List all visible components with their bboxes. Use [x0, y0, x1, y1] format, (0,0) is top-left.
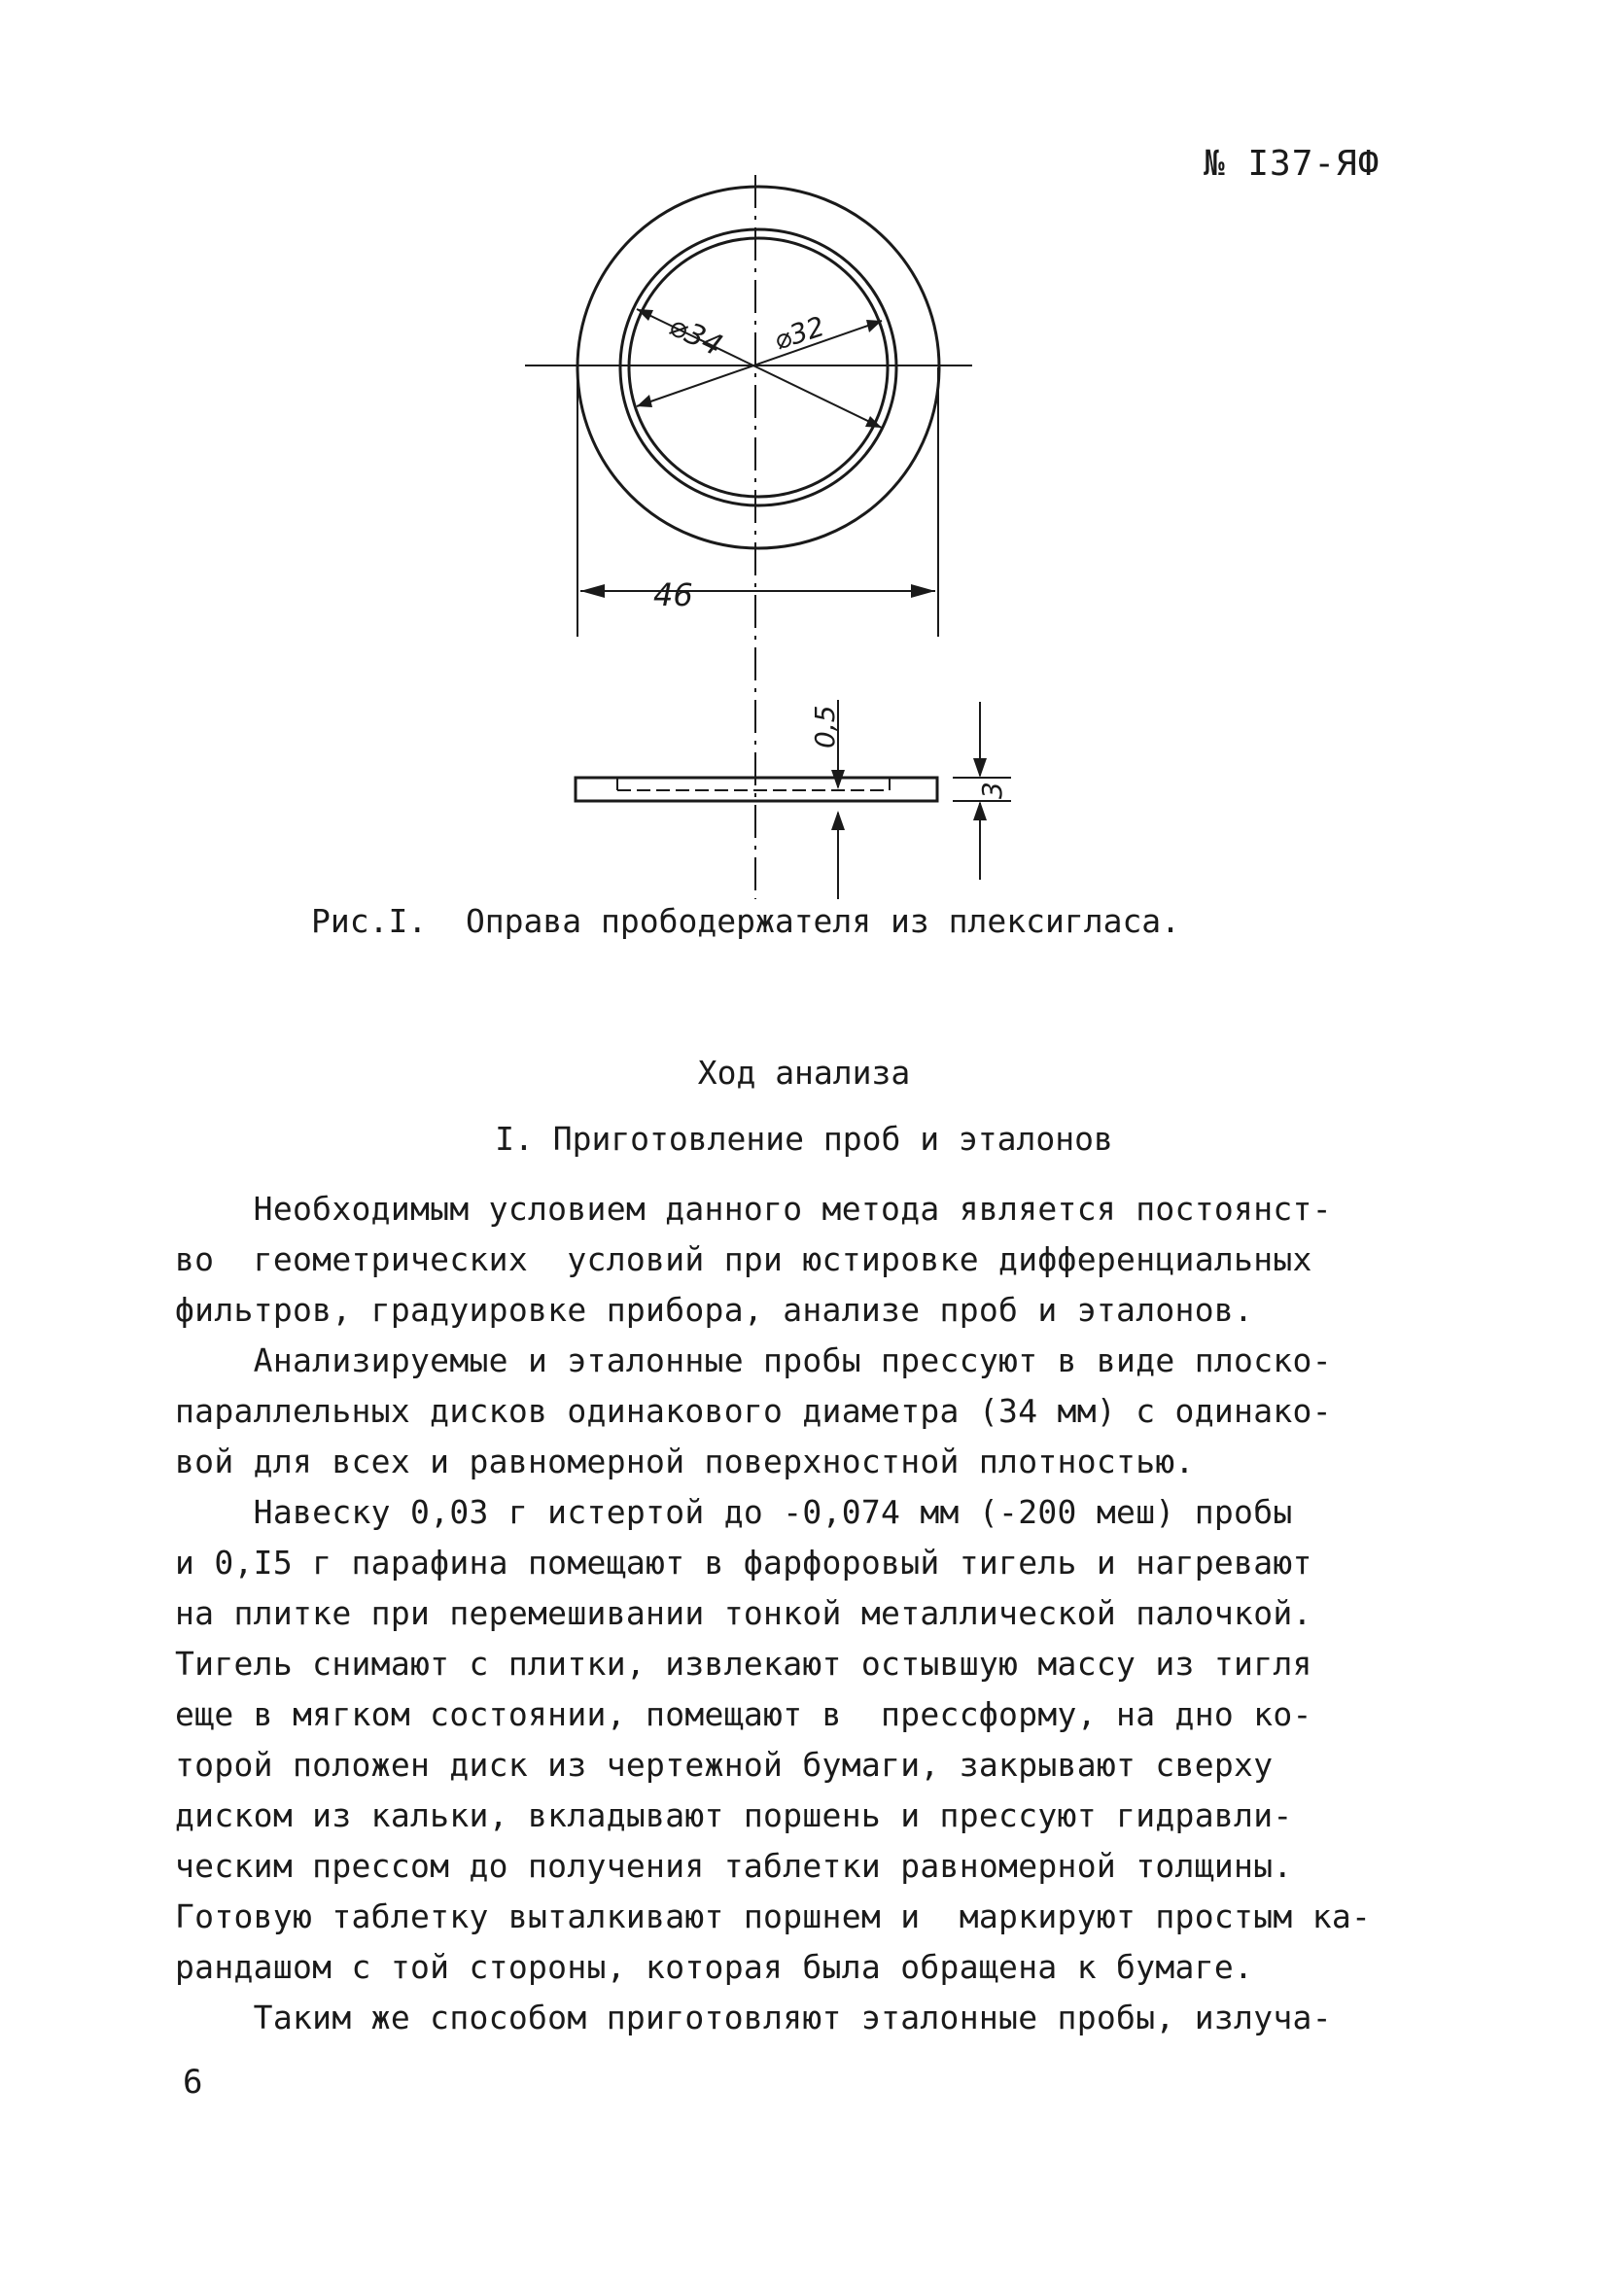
- text-line: фильтров, градуировке прибора, анализе проб и эталонов.: [175, 1291, 1254, 1329]
- body-text: [175, 1184, 1439, 2043]
- dimension-label-depth: 0,5: [809, 705, 841, 748]
- holder-drawing: [0, 0, 1608, 933]
- text-line: параллельных дисков одинакового диаметра (34 мм) с одинако-: [175, 1392, 1332, 1430]
- arrowhead: [831, 770, 845, 789]
- arrowhead: [831, 811, 845, 830]
- dimension-label-32: ⌀32: [769, 310, 829, 357]
- arrowhead: [973, 801, 987, 820]
- section-title: Ход анализа: [697, 1054, 911, 1092]
- arrowhead: [973, 758, 987, 778]
- paragraph: [175, 1993, 1439, 2043]
- paragraph: [175, 1184, 1439, 1336]
- text-line: Тигель снимают с плитки, извлекают остывшую массу из тигля: [175, 1645, 1312, 1683]
- text-line: во геометрических условий при юстировке дифференциальных: [175, 1240, 1312, 1278]
- document-number: № I37-ЯФ: [1204, 144, 1381, 184]
- text-line: и 0,I5 г парафина помещают в фарфоровый тигель и нагревают: [175, 1544, 1312, 1582]
- arrowhead: [911, 584, 935, 598]
- paragraph: [175, 1487, 1439, 1993]
- text-line: Таким же способом приготовляют эталонные пробы, излуча-: [175, 1999, 1332, 2036]
- figure-caption: Рис.I. Оправа прободержателя из плексигласа.: [311, 902, 1181, 940]
- text-line: вой для всех и равномерной поверхностной плотностью.: [175, 1443, 1195, 1480]
- paragraph: [175, 1336, 1439, 1487]
- arrowhead: [865, 416, 882, 428]
- text-line: Необходимым условием данного метода является постоянст-: [175, 1190, 1332, 1228]
- arrowhead: [580, 584, 605, 598]
- section-subtitle: I. Приготовление проб и эталонов: [495, 1120, 1113, 1158]
- text-line: Анализируемые и эталонные пробы прессуют в виде плоско-: [175, 1341, 1332, 1379]
- text-line: Готовую таблетку выталкивают поршнем и маркируют простым ка-: [175, 1897, 1372, 1935]
- arrowhead: [637, 395, 652, 407]
- text-line: диском из кальки, вкладывают поршень и прессуют гидравли-: [175, 1796, 1293, 1834]
- text-line: рандашом с той стороны, которая была обращена к бумаге.: [175, 1948, 1254, 1986]
- text-line: на плитке при перемешивании тонкой металлической палочкой.: [175, 1594, 1312, 1632]
- dimension-label-46: 46: [653, 576, 693, 613]
- text-line: Навеску 0,03 г истертой до -0,074 мм (-200 меш) пробы: [175, 1493, 1293, 1531]
- dimension-label-34: ⌀34: [663, 308, 728, 364]
- text-line: торой положен диск из чертежной бумаги, закрывают сверху: [175, 1746, 1274, 1784]
- dimension-label-thickness: 3: [976, 782, 1008, 799]
- page-number: 6: [183, 2063, 203, 2102]
- text-line: ческим прессом до получения таблетки равномерной толщины.: [175, 1847, 1293, 1885]
- text-line: еще в мягком состоянии, помещают в прессформу, на дно ко-: [175, 1695, 1312, 1733]
